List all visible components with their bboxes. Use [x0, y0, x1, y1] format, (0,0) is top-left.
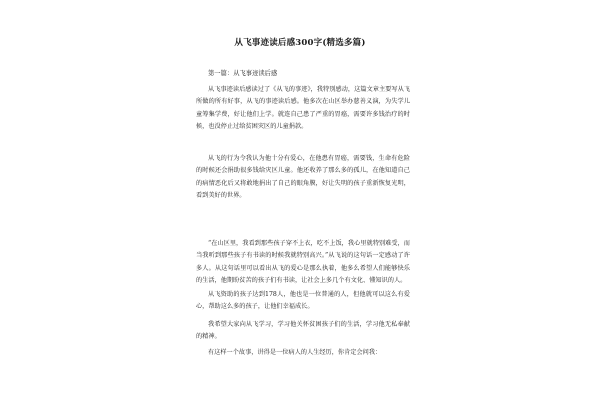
document-title: 从飞事迹读后感300字(精选多篇) [234, 38, 366, 48]
paragraph-5: 我希望大家向从飞学习，学习他关怀贫困孩子们的生活，学习他无私奉献的精神。 [196, 321, 410, 341]
paragraph-3: “在山区里，我看到那些孩子穿不上衣，吃不上饭，我心里就特别难受，而当我听到那些孩子有书读的时候我就特别高兴。”从飞说的这句话一定感动了许多人。从这句话里可以看出从飞的爱心是那么执着，他多么希望人们能够快乐的生活，他期盼贫苦的孩子们有书读，让社会上多几个有文化、懂知识的人。 [196, 240, 410, 285]
paragraph-1: 从飞事迹读后感读过了《从飞的事迹》，我特别感动，这篇文章主要写从飞所做的所有好事，从飞的事迹读后感。他多次在山区举办慈善义演，为失学儿童筹集学费，好让他们上学。就连自己患了严重的胃癌，需要许多钱治疗的时候，也没停止过给贫困灾区的儿童捐款。 [196, 86, 410, 131]
paragraph-6: 有这样一个故事，讲得是一位病人的人生经历，你肯定会问我： [208, 349, 382, 356]
section-heading: 第一篇：从飞事迹读后感 [208, 70, 278, 77]
paragraph-2: 从飞的行为令我认为他十分有爱心，在他患有胃癌，需要钱，生命有危险的时候还会捐助很多钱给灾区儿童。他还收养了那么多的孤儿，在他知道自己的病情恶化后又将敢地捐出了自己的眼角膜，好让失明的孩子重新恢复光明，看到美好的世界。 [196, 155, 410, 200]
paragraph-4: 从飞资助的孩子达到178人，他也是一位普通的人，但他就可以这么有爱心，帮助这么多的孩子，让他们幸福成长。 [196, 291, 410, 311]
